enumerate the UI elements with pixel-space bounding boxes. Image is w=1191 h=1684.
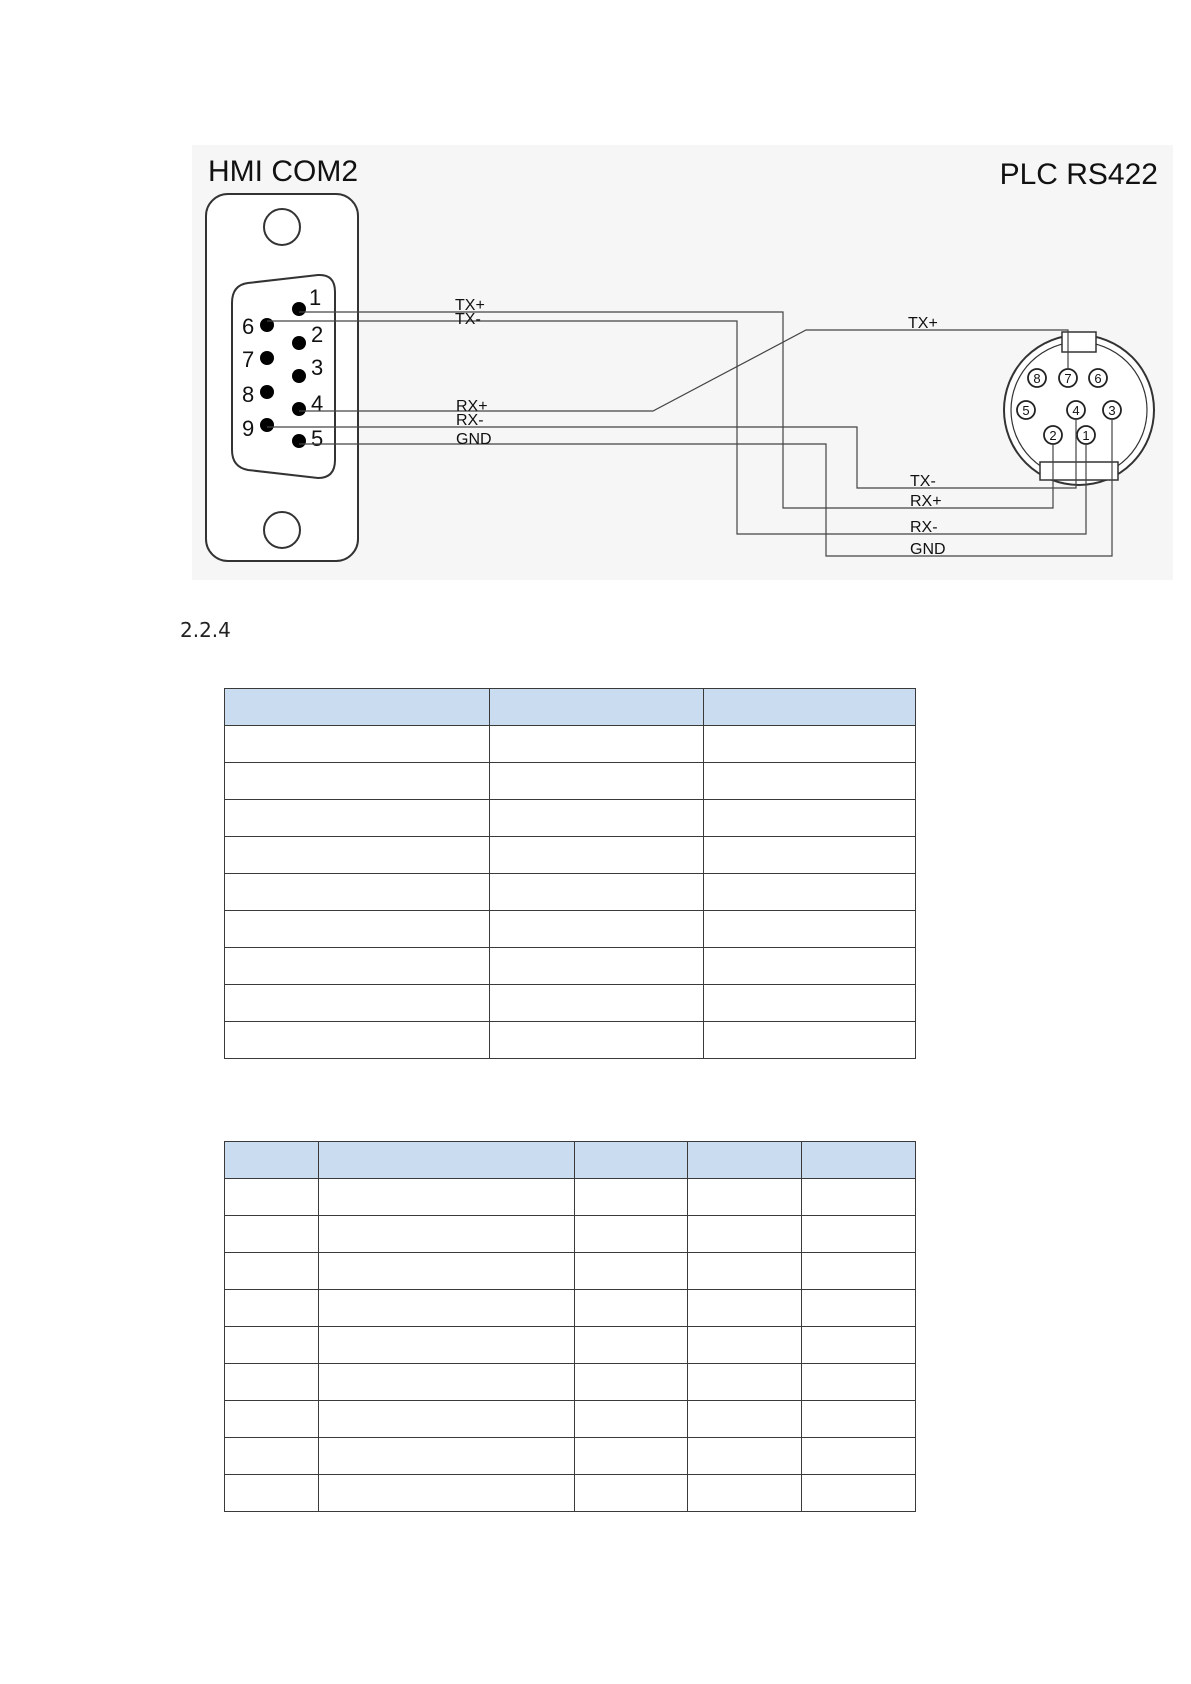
label-right-rxp: RX+ — [910, 493, 942, 510]
table-header-row — [225, 689, 916, 726]
table-cell — [490, 911, 704, 948]
table-cell — [704, 911, 916, 948]
table-cell — [319, 1290, 575, 1327]
table-cell — [225, 874, 490, 911]
table-row — [225, 911, 916, 948]
din-label-7: 7 — [1064, 371, 1072, 386]
table-cell — [225, 837, 490, 874]
table-one — [224, 688, 916, 1059]
label-left-rxm: RX- — [456, 412, 484, 429]
table-row — [225, 1290, 916, 1327]
table-cell — [319, 1475, 575, 1512]
table-cell — [802, 1216, 916, 1253]
table-cell — [225, 1327, 319, 1364]
din-label-6: 6 — [1094, 371, 1102, 386]
label-left-txp: TX+ — [455, 297, 485, 314]
table-cell — [225, 1475, 319, 1512]
table-cell — [319, 1253, 575, 1290]
header-cell — [575, 1142, 688, 1179]
table-cell — [490, 874, 704, 911]
table-cell — [490, 800, 704, 837]
table-cell — [490, 1022, 704, 1059]
db9-label-3: 3 — [311, 355, 324, 380]
table-cell — [490, 763, 704, 800]
db9-label-8: 8 — [242, 382, 255, 407]
table-cell — [319, 1179, 575, 1216]
wiring-diagram — [0, 0, 1191, 590]
table-cell — [688, 1364, 802, 1401]
din-label-4: 4 — [1072, 403, 1080, 418]
table-cell — [225, 726, 490, 763]
table-cell — [575, 1401, 688, 1438]
db9-label-1: 1 — [309, 285, 322, 310]
table-row — [225, 1438, 916, 1475]
table-cell — [225, 1290, 319, 1327]
table-cell — [688, 1327, 802, 1364]
header-cell — [225, 1142, 319, 1179]
table-cell — [225, 1364, 319, 1401]
header-cell — [225, 689, 490, 726]
header-cell — [704, 689, 916, 726]
table-cell — [704, 763, 916, 800]
table-cell — [225, 1022, 490, 1059]
table-cell — [319, 1401, 575, 1438]
db9-pin-5 — [292, 434, 306, 448]
table-cell — [575, 1179, 688, 1216]
din-label-2: 2 — [1049, 428, 1057, 443]
table-row — [225, 837, 916, 874]
din-label-5: 5 — [1022, 403, 1030, 418]
table-row — [225, 1327, 916, 1364]
table-cell — [802, 1475, 916, 1512]
label-right-gnd: GND — [910, 541, 946, 558]
label-left-gnd: GND — [456, 431, 492, 448]
table-cell — [802, 1401, 916, 1438]
table-cell — [575, 1216, 688, 1253]
table-cell — [225, 1216, 319, 1253]
table-cell — [688, 1290, 802, 1327]
table-row — [225, 874, 916, 911]
table-row — [225, 1179, 916, 1216]
table-cell — [575, 1475, 688, 1512]
table-header-row — [225, 1142, 916, 1179]
table-cell — [704, 726, 916, 763]
table-row — [225, 1022, 916, 1059]
table-cell — [575, 1364, 688, 1401]
header-cell — [688, 1142, 802, 1179]
table-cell — [704, 800, 916, 837]
table-cell — [575, 1253, 688, 1290]
db9-label-6: 6 — [242, 314, 255, 339]
table-cell — [319, 1364, 575, 1401]
table-cell — [704, 874, 916, 911]
table-cell — [225, 1401, 319, 1438]
label-right-rxm: RX- — [910, 519, 938, 536]
db9-label-7: 7 — [242, 347, 255, 372]
table-cell — [319, 1438, 575, 1475]
table-cell — [575, 1290, 688, 1327]
table-cell — [688, 1475, 802, 1512]
table-row — [225, 1475, 916, 1512]
table-cell — [225, 911, 490, 948]
table-cell — [802, 1253, 916, 1290]
label-right-txm: TX- — [910, 473, 936, 490]
db9-pin-6 — [260, 318, 274, 332]
din-label-3: 3 — [1108, 403, 1116, 418]
table-cell — [704, 837, 916, 874]
table-two — [224, 1141, 916, 1512]
table-cell — [704, 985, 916, 1022]
db9-pin-3 — [292, 369, 306, 383]
table-cell — [225, 1438, 319, 1475]
db9-pin-1 — [292, 302, 306, 316]
table-row — [225, 1364, 916, 1401]
table-row — [225, 948, 916, 985]
table-row — [225, 726, 916, 763]
label-left-rxp: RX+ — [456, 398, 488, 415]
table-cell — [319, 1327, 575, 1364]
table-row — [225, 763, 916, 800]
mounting-hole-top — [264, 209, 300, 245]
header-cell — [490, 689, 704, 726]
db9-label-5: 5 — [311, 426, 324, 451]
table-cell — [319, 1216, 575, 1253]
table-cell — [802, 1438, 916, 1475]
table-cell — [490, 726, 704, 763]
header-cell — [802, 1142, 916, 1179]
db9-pin-9 — [260, 418, 274, 432]
table-cell — [704, 948, 916, 985]
header-cell — [319, 1142, 575, 1179]
hmi-com2-title: HMI COM2 — [208, 155, 358, 188]
db9-pin-8 — [260, 385, 274, 399]
din-key-top — [1062, 332, 1096, 352]
table-cell — [225, 1253, 319, 1290]
table-cell — [575, 1438, 688, 1475]
table-cell — [688, 1438, 802, 1475]
db9-pin-7 — [260, 351, 274, 365]
table-cell — [802, 1327, 916, 1364]
table-cell — [688, 1179, 802, 1216]
table-row — [225, 1401, 916, 1438]
table-row — [225, 800, 916, 837]
label-left-txm: TX- — [455, 311, 481, 328]
table-cell — [225, 763, 490, 800]
table-cell — [688, 1253, 802, 1290]
table-cell — [575, 1327, 688, 1364]
table-row — [225, 1216, 916, 1253]
table-cell — [802, 1179, 916, 1216]
table-cell — [225, 948, 490, 985]
db9-pin-4 — [292, 402, 306, 416]
table-row — [225, 1253, 916, 1290]
table-cell — [802, 1364, 916, 1401]
db9-connector — [206, 194, 358, 561]
section-number: 2.2.4 — [180, 618, 231, 642]
din-label-8: 8 — [1033, 371, 1041, 386]
table-cell — [490, 948, 704, 985]
din-label-1: 1 — [1082, 428, 1090, 443]
table-cell — [688, 1216, 802, 1253]
table-cell — [490, 837, 704, 874]
table-row — [225, 985, 916, 1022]
db9-label-9: 9 — [242, 416, 255, 441]
table-cell — [225, 1179, 319, 1216]
plc-rs422-title: PLC RS422 — [999, 158, 1158, 191]
table-cell — [802, 1290, 916, 1327]
label-right-txp: TX+ — [908, 315, 938, 332]
db9-label-2: 2 — [311, 322, 324, 347]
table-cell — [225, 800, 490, 837]
table-cell — [490, 985, 704, 1022]
din-key-bottom — [1040, 462, 1118, 480]
table-cell — [225, 985, 490, 1022]
table-cell — [688, 1401, 802, 1438]
db9-label-4: 4 — [311, 391, 324, 416]
table-cell — [704, 1022, 916, 1059]
mounting-hole-bottom — [264, 512, 300, 548]
db9-pin-2 — [292, 336, 306, 350]
